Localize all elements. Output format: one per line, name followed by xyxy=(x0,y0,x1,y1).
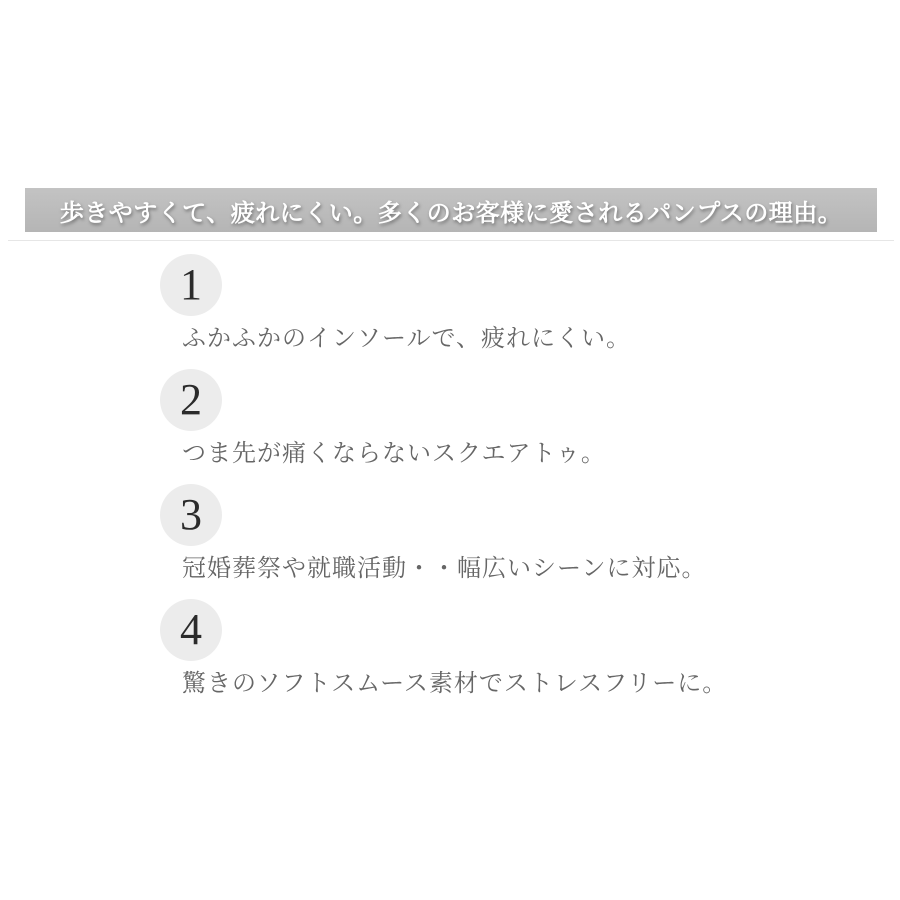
reason-1-number-badge xyxy=(160,254,222,316)
reason-3-number: 3 xyxy=(180,490,202,539)
reason-item-1 xyxy=(160,254,727,352)
reason-3-number-badge xyxy=(160,484,222,546)
reason-2-number: 2 xyxy=(180,375,202,424)
reason-item-4 xyxy=(160,599,727,697)
reasons-list xyxy=(160,254,727,697)
reason-3-text: 冠婚葬祭や就職活動・・幅広いシーンに対応。 xyxy=(182,556,707,582)
reason-1-text: ふかふかのインソールで、疲れにくい。 xyxy=(182,326,632,352)
reason-item-2 xyxy=(160,369,727,467)
reason-4-number: 4 xyxy=(180,605,202,654)
reason-2-number-badge xyxy=(160,369,222,431)
reason-2-text: つま先が痛くならないスクエアトゥ。 xyxy=(182,441,606,467)
section-heading-banner xyxy=(25,188,877,232)
section-divider xyxy=(8,240,894,241)
reason-item-3 xyxy=(160,484,727,582)
reason-4-number-badge xyxy=(160,599,222,661)
reason-1-number: 1 xyxy=(180,260,202,309)
banner-title: 歩きやすくて、疲れにくい。多くのお客様に愛されるパンプスの理由。 xyxy=(59,199,843,227)
reason-4-text: 驚きのソフトスムース素材でストレスフリーに。 xyxy=(182,671,728,697)
